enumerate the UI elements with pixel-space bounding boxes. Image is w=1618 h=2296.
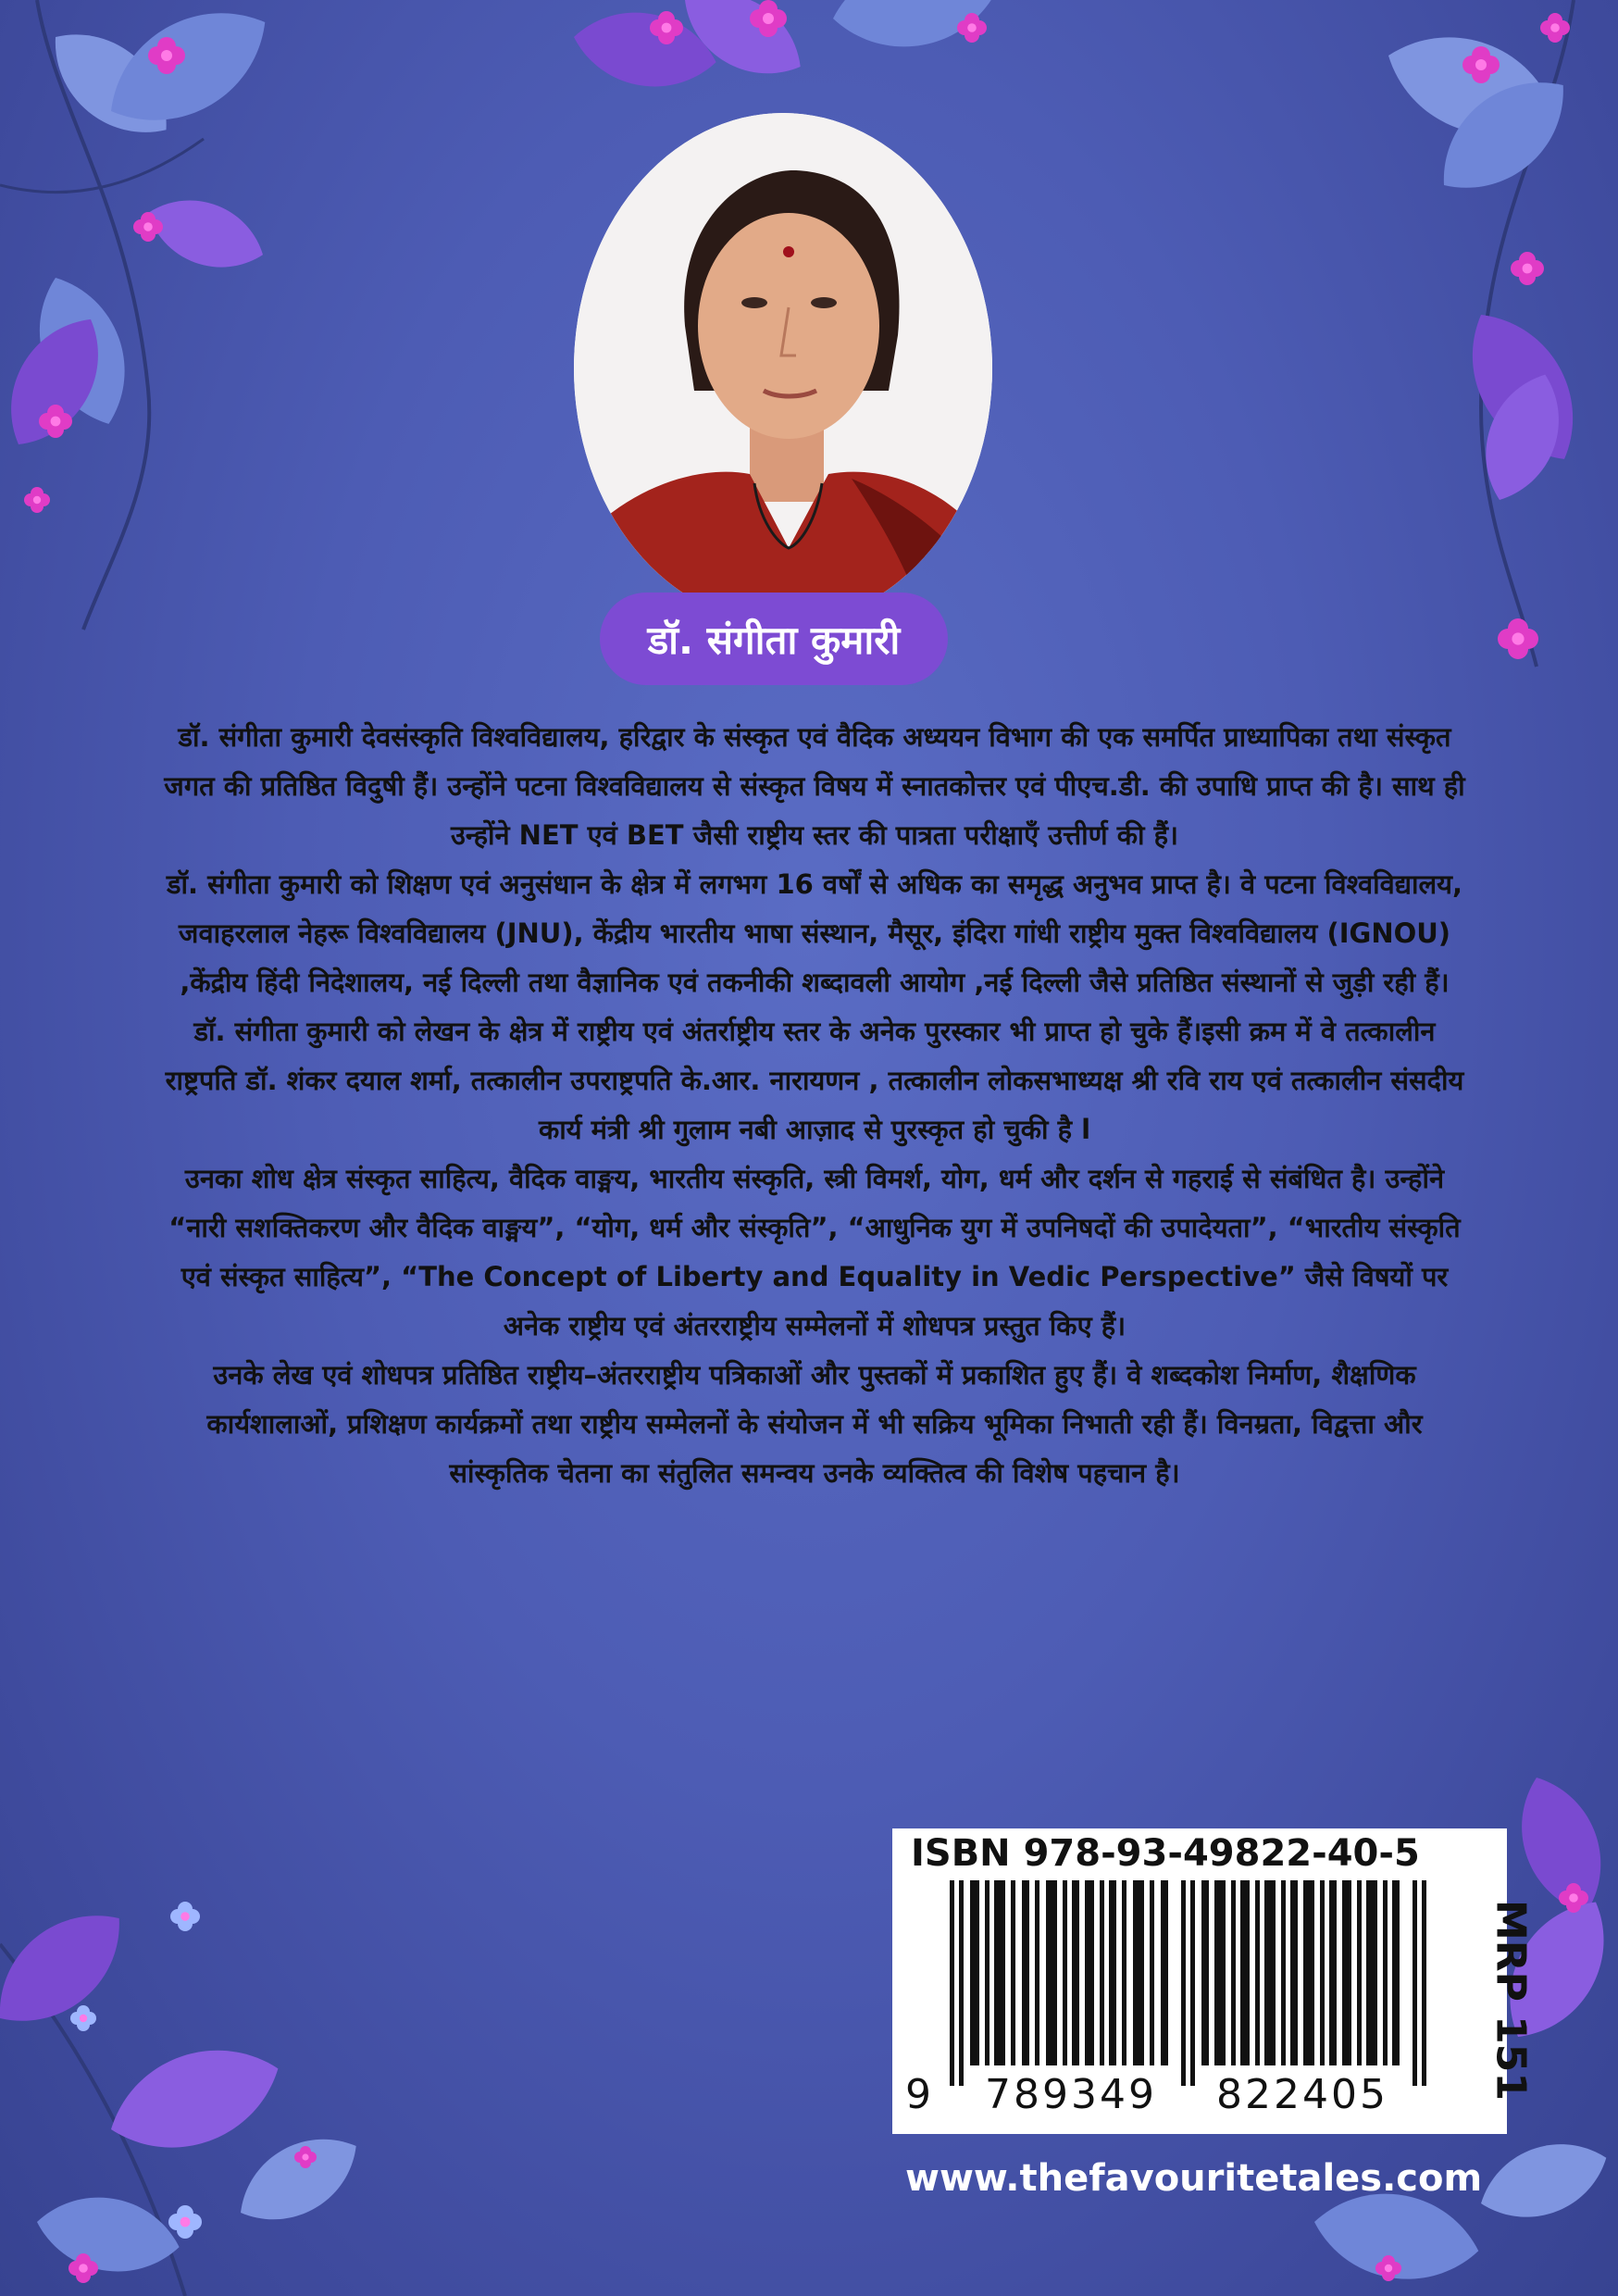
barcode-icon xyxy=(950,1880,1431,2086)
floral-decoration-top-center-icon xyxy=(567,0,1004,97)
barcode-lead-digit: 9 xyxy=(905,2071,931,2118)
bio-paragraph: डॉ. संगीता कुमारी देवसंस्कृति विश्वविद्यालय, हरिद्वार के संस्कृत एवं वैदिक अध्ययन विभाग की एक समर्पित प्राध्यापिका तथा संस्कृत जगत की प्रतिष्ठित विदुषी हैं। उन्होंने पटना विश्वविद्यालय से संस्कृत विषय में स्नातकोत्तर एवं पीएच.डी. की उपाधि प्राप्त की है। साथ ही उन्होंने NET एवं BET जैसी राष्ट्रीय स्तर की पात्रता परीक्षाएँ उत्तीर्ण की हैं। xyxy=(164,721,1465,851)
mrp-label: MRP 151 xyxy=(1487,1899,1535,2102)
isbn-barcode-box xyxy=(892,1828,1535,2134)
author-biography xyxy=(157,713,1472,1498)
barcode-right-digits: 822405 xyxy=(1216,2071,1388,2118)
author-portrait-image xyxy=(574,113,992,624)
floral-decoration-top-right-icon xyxy=(1374,0,1600,667)
isbn-label: ISBN 978-93-49822-40-5 xyxy=(911,1832,1420,1875)
bio-paragraph: उनके लेख एवं शोधपत्र प्रतिष्ठित राष्ट्रीय–अंतरराष्ट्रीय पत्रिकाओं और पुस्तकों में प्रकाशित हुए हैं। वे शब्दकोश निर्माण, शैक्षणिक कार्यशालाओं, प्रशिक्षण कार्यक्रमों तथा राष्ट्रीय सम्मेलनों के संयोजन में भी सक्रिय भूमिका निभाती रही हैं। विनम्रता, विद्वत्ता और सांस्कृतिक चेतना का संतुलित समन्वय उनके व्यक्तित्व की विशेष पहचान है। xyxy=(206,1359,1423,1489)
floral-decoration-top-left-icon xyxy=(0,0,287,630)
author-name: डॉ. संगीता कुमारी xyxy=(647,617,901,663)
author-photo xyxy=(574,113,992,624)
publisher-website: www.thefavouritetales.com xyxy=(905,2157,1483,2200)
barcode-left-digits: 789349 xyxy=(985,2071,1157,2118)
bio-paragraph: उनका शोध क्षेत्र संस्कृत साहित्य, वैदिक वाङ्मय, भारतीय संस्कृति, स्त्री विमर्श, योग, धर्म और दर्शन से गहराई से संबंधित है। उन्होंने “नारी सशक्तिकरण और वैदिक वाङ्मय”, “योग, धर्म और संस्कृति”, “आधुनिक युग में उपनिषदों की उपादेयता”, “भारतीय संस्कृति एवं संस्कृत साहित्य”, “The Concept of Liberty and Equality in Vedic Perspective” जैसे विषयों पर अनेक राष्ट्रीय एवं अंतरराष्ट्रीय सम्मेलनों में शोधपत्र प्रस्तुत किए हैं। xyxy=(168,1163,1461,1341)
floral-decoration-bottom-left-icon xyxy=(0,1889,373,2296)
author-name-badge xyxy=(600,593,948,685)
bio-paragraph: डॉ. संगीता कुमारी को शिक्षण एवं अनुसंधान के क्षेत्र में लगभग 16 वर्षों से अधिक का समृद्ध अनुभव प्राप्त है। वे पटना विश्वविद्यालय, जवाहरलाल नेहरू विश्वविद्यालय (JNU), केंद्रीय भारतीय भाषा संस्थान, मैसूर, इंदिरा गांधी राष्ट्रीय मुक्त विश्वविद्यालय (IGNOU) ,केंद्रीय हिंदी निदेशालय, नई दिल्ली तथा वैज्ञानिक एवं तकनीकी शब्दावली आयोग ,नई दिल्ली जैसे प्रतिष्ठित संस्थानों से जुड़ी रही हैं। xyxy=(167,868,1462,998)
bio-paragraph: डॉ. संगीता कुमारी को लेखन के क्षेत्र में राष्ट्रीय एवं अंतर्राष्ट्रीय स्तर के अनेक पुरस्कार भी प्राप्त हो चुके हैं।इसी क्रम में वे तत्कालीन राष्ट्रपति डॉ. शंकर दयाल शर्मा, तत्कालीन उपराष्ट्रपति के.आर. नारायणन , तत्कालीन लोकसभाध्यक्ष श्री रवि राय एवं तत्कालीन संसदीय कार्य मंत्री श्री गुलाम नबी आज़ाद से पुरस्कृत हो चुकी है l xyxy=(165,1016,1464,1145)
